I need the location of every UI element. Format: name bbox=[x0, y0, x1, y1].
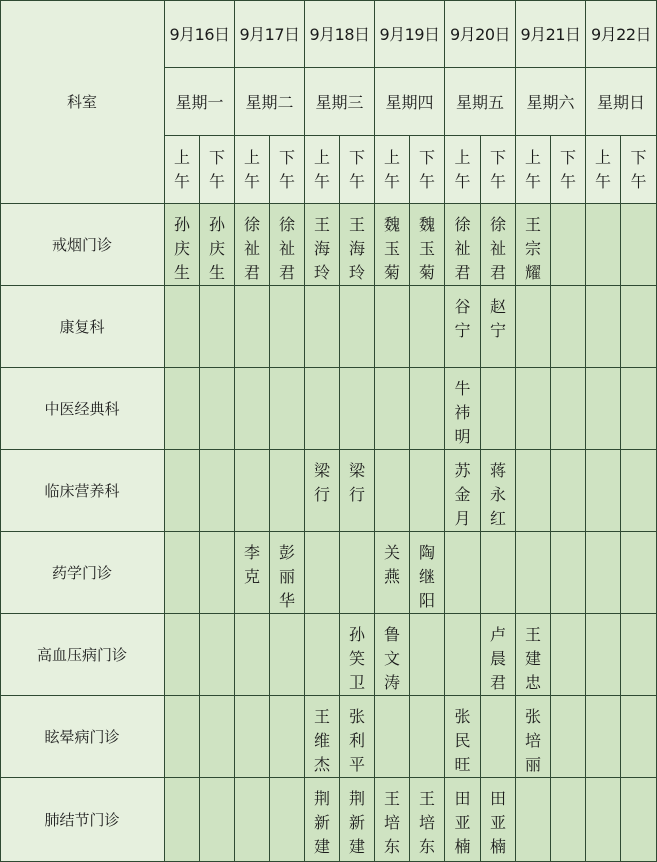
table-border-top bbox=[0, 0, 657, 1]
doctor-name: 苏 金 月 bbox=[454, 461, 471, 528]
half-day-label: 下 午 bbox=[559, 147, 576, 191]
department-header bbox=[0, 0, 165, 204]
schedule-slot bbox=[516, 532, 551, 614]
schedule-slot bbox=[165, 532, 200, 614]
date-header bbox=[235, 0, 305, 68]
schedule-slot bbox=[445, 286, 481, 368]
doctor-name: 卢 晨 君 bbox=[489, 625, 506, 692]
schedule-slot bbox=[410, 614, 445, 696]
morning-header bbox=[445, 136, 481, 204]
schedule-slot bbox=[516, 614, 551, 696]
schedule-slot bbox=[621, 368, 657, 450]
afternoon-header bbox=[340, 136, 375, 204]
doctor-name: 关 燕 bbox=[383, 543, 400, 586]
morning-header bbox=[375, 136, 410, 204]
schedule-slot bbox=[270, 450, 305, 532]
schedule-slot bbox=[165, 696, 200, 778]
department-name: 康复科 bbox=[59, 318, 105, 336]
schedule-slot bbox=[551, 450, 586, 532]
schedule-slot bbox=[200, 450, 235, 532]
doctor-name: 徐 祉 君 bbox=[278, 215, 295, 282]
doctor-name: 王 培 东 bbox=[418, 789, 435, 856]
schedule-slot bbox=[481, 204, 516, 286]
department-name-cell bbox=[0, 696, 165, 778]
schedule-slot bbox=[621, 204, 657, 286]
schedule-slot bbox=[375, 286, 410, 368]
schedule-slot bbox=[340, 778, 375, 862]
schedule-slot bbox=[551, 204, 586, 286]
schedule-slot bbox=[270, 696, 305, 778]
date-label: 9月18日 bbox=[309, 25, 370, 44]
schedule-slot bbox=[270, 204, 305, 286]
schedule-slot bbox=[235, 696, 270, 778]
schedule-slot bbox=[481, 450, 516, 532]
schedule-slot bbox=[270, 614, 305, 696]
department-name: 眩晕病门诊 bbox=[44, 728, 120, 746]
schedule-slot bbox=[235, 286, 270, 368]
doctor-name: 王 培 东 bbox=[383, 789, 400, 856]
weekday-header bbox=[235, 68, 305, 136]
schedule-slot bbox=[165, 614, 200, 696]
department-name-cell bbox=[0, 450, 165, 532]
schedule-slot bbox=[516, 450, 551, 532]
schedule-slot bbox=[200, 286, 235, 368]
doctor-name: 谷 宁 bbox=[454, 297, 471, 340]
doctor-name: 牛 祎 明 bbox=[454, 379, 471, 446]
schedule-slot bbox=[235, 450, 270, 532]
schedule-slot bbox=[305, 450, 340, 532]
half-day-label: 上 午 bbox=[524, 147, 541, 191]
morning-header bbox=[516, 136, 551, 204]
schedule-slot bbox=[410, 204, 445, 286]
weekday-header bbox=[516, 68, 586, 136]
schedule-slot bbox=[165, 778, 200, 862]
schedule-slot bbox=[305, 286, 340, 368]
schedule-slot bbox=[445, 204, 481, 286]
department-name: 戒烟门诊 bbox=[51, 236, 112, 254]
schedule-slot bbox=[235, 614, 270, 696]
schedule-slot bbox=[621, 696, 657, 778]
morning-header bbox=[586, 136, 621, 204]
doctor-name: 王 宗 耀 bbox=[524, 215, 541, 282]
schedule-slot bbox=[621, 614, 657, 696]
doctor-name: 张 民 旺 bbox=[454, 707, 471, 774]
doctor-name: 梁 行 bbox=[313, 461, 330, 504]
schedule-slot bbox=[270, 778, 305, 862]
schedule-slot bbox=[445, 614, 481, 696]
date-header bbox=[445, 0, 516, 68]
doctor-name: 李 克 bbox=[243, 543, 260, 586]
schedule-slot bbox=[375, 778, 410, 862]
schedule-slot bbox=[516, 286, 551, 368]
doctor-name: 徐 祉 君 bbox=[243, 215, 260, 282]
schedule-slot bbox=[305, 778, 340, 862]
schedule-slot bbox=[516, 696, 551, 778]
date-header bbox=[375, 0, 445, 68]
schedule-slot bbox=[516, 368, 551, 450]
schedule-slot bbox=[305, 204, 340, 286]
schedule-slot bbox=[481, 778, 516, 862]
weekday-label: 星期六 bbox=[526, 93, 575, 112]
schedule-slot bbox=[586, 368, 621, 450]
department-name-cell bbox=[0, 778, 165, 862]
doctor-name: 孙 庆 生 bbox=[173, 215, 190, 282]
schedule-slot bbox=[200, 368, 235, 450]
schedule-slot bbox=[200, 778, 235, 862]
date-label: 9月21日 bbox=[520, 25, 581, 44]
schedule-slot bbox=[586, 532, 621, 614]
schedule-slot bbox=[481, 532, 516, 614]
half-day-label: 上 午 bbox=[454, 147, 471, 191]
schedule-slot bbox=[200, 204, 235, 286]
doctor-name: 徐 祉 君 bbox=[489, 215, 506, 282]
half-day-label: 下 午 bbox=[208, 147, 225, 191]
doctor-name: 孙 庆 生 bbox=[208, 215, 225, 282]
schedule-slot bbox=[200, 614, 235, 696]
weekday-label: 星期二 bbox=[245, 93, 294, 112]
half-day-label: 下 午 bbox=[418, 147, 435, 191]
schedule-slot bbox=[410, 450, 445, 532]
schedule-slot bbox=[165, 286, 200, 368]
doctor-name: 田 亚 楠 bbox=[489, 789, 506, 856]
schedule-slot bbox=[340, 286, 375, 368]
department-header-label: 科室 bbox=[66, 93, 97, 111]
schedule-slot bbox=[375, 204, 410, 286]
doctor-name: 魏 玉 菊 bbox=[418, 215, 435, 282]
schedule-slot bbox=[445, 532, 481, 614]
afternoon-header bbox=[270, 136, 305, 204]
half-day-label: 下 午 bbox=[348, 147, 365, 191]
schedule-slot bbox=[410, 696, 445, 778]
schedule-slot bbox=[270, 368, 305, 450]
schedule-slot bbox=[586, 204, 621, 286]
schedule-slot bbox=[551, 368, 586, 450]
schedule-slot bbox=[481, 286, 516, 368]
schedule-slot bbox=[340, 450, 375, 532]
department-name-cell bbox=[0, 532, 165, 614]
weekday-label: 星期一 bbox=[175, 93, 224, 112]
schedule-slot bbox=[375, 368, 410, 450]
schedule-slot bbox=[340, 696, 375, 778]
schedule-slot bbox=[235, 532, 270, 614]
schedule-slot bbox=[305, 696, 340, 778]
department-name-cell bbox=[0, 286, 165, 368]
date-label: 9月20日 bbox=[449, 25, 511, 44]
schedule-slot bbox=[165, 450, 200, 532]
schedule-slot bbox=[516, 778, 551, 862]
doctor-name: 张 培 丽 bbox=[524, 707, 541, 774]
schedule-slot bbox=[551, 778, 586, 862]
table-border-left bbox=[0, 0, 1, 862]
doctor-name: 魏 玉 菊 bbox=[383, 215, 400, 282]
schedule-slot bbox=[375, 532, 410, 614]
schedule-slot bbox=[481, 696, 516, 778]
doctor-name: 王 建 忠 bbox=[524, 625, 541, 692]
afternoon-header bbox=[200, 136, 235, 204]
schedule-slot bbox=[586, 614, 621, 696]
schedule-slot bbox=[375, 696, 410, 778]
schedule-slot bbox=[410, 778, 445, 862]
schedule-slot bbox=[340, 368, 375, 450]
half-day-label: 上 午 bbox=[173, 147, 190, 191]
schedule-slot bbox=[586, 696, 621, 778]
half-day-label: 下 午 bbox=[630, 147, 647, 191]
schedule-slot bbox=[375, 614, 410, 696]
doctor-name: 荆 新 建 bbox=[313, 789, 330, 856]
date-label: 9月17日 bbox=[239, 25, 300, 44]
weekday-label: 星期四 bbox=[385, 93, 434, 112]
doctor-name: 梁 行 bbox=[348, 461, 365, 504]
schedule-slot bbox=[516, 204, 551, 286]
schedule-slot bbox=[200, 532, 235, 614]
half-day-label: 下 午 bbox=[489, 147, 506, 191]
weekday-header bbox=[165, 68, 235, 136]
date-header bbox=[305, 0, 375, 68]
afternoon-header bbox=[410, 136, 445, 204]
schedule-slot bbox=[586, 450, 621, 532]
weekday-header bbox=[586, 68, 657, 136]
department-name: 药学门诊 bbox=[51, 564, 112, 582]
half-day-label: 上 午 bbox=[383, 147, 400, 191]
schedule-slot bbox=[551, 696, 586, 778]
doctor-name: 鲁 文 涛 bbox=[383, 625, 400, 692]
schedule-slot bbox=[551, 286, 586, 368]
weekday-label: 星期日 bbox=[596, 93, 645, 112]
schedule-slot bbox=[165, 204, 200, 286]
schedule-slot bbox=[445, 368, 481, 450]
schedule-slot bbox=[481, 368, 516, 450]
schedule-slot bbox=[200, 696, 235, 778]
doctor-name: 蒋 永 红 bbox=[489, 461, 506, 528]
doctor-name: 王 海 玲 bbox=[348, 215, 365, 282]
schedule-slot bbox=[410, 532, 445, 614]
date-label: 9月16日 bbox=[169, 25, 230, 44]
department-name-cell bbox=[0, 614, 165, 696]
schedule-slot bbox=[340, 614, 375, 696]
doctor-name: 陶 继 阳 bbox=[418, 543, 435, 610]
morning-header bbox=[235, 136, 270, 204]
morning-header bbox=[165, 136, 200, 204]
schedule-slot bbox=[235, 204, 270, 286]
weekday-header bbox=[445, 68, 516, 136]
schedule-slot bbox=[235, 368, 270, 450]
schedule-slot bbox=[340, 204, 375, 286]
schedule-slot bbox=[305, 614, 340, 696]
schedule-slot bbox=[481, 614, 516, 696]
schedule-slot bbox=[621, 450, 657, 532]
schedule-slot bbox=[375, 450, 410, 532]
afternoon-header bbox=[621, 136, 657, 204]
schedule-slot bbox=[305, 368, 340, 450]
doctor-name: 赵 宁 bbox=[489, 297, 506, 340]
schedule-slot bbox=[551, 614, 586, 696]
schedule-slot bbox=[586, 778, 621, 862]
schedule-slot bbox=[235, 778, 270, 862]
schedule-slot bbox=[445, 450, 481, 532]
half-day-label: 上 午 bbox=[594, 147, 611, 191]
schedule-slot bbox=[586, 286, 621, 368]
department-name: 肺结节门诊 bbox=[44, 811, 120, 829]
weekday-header bbox=[375, 68, 445, 136]
date-header bbox=[586, 0, 657, 68]
morning-header bbox=[305, 136, 340, 204]
doctor-name: 田 亚 楠 bbox=[454, 789, 471, 856]
doctor-name: 彭 丽 华 bbox=[278, 543, 295, 610]
date-header bbox=[516, 0, 586, 68]
half-day-label: 下 午 bbox=[278, 147, 295, 191]
schedule-slot bbox=[621, 286, 657, 368]
schedule-slot bbox=[621, 778, 657, 862]
doctor-name: 张 利 平 bbox=[348, 707, 365, 774]
department-name-cell bbox=[0, 368, 165, 450]
weekday-label: 星期三 bbox=[315, 93, 364, 112]
weekday-header bbox=[305, 68, 375, 136]
date-label: 9月22日 bbox=[590, 25, 652, 44]
afternoon-header bbox=[481, 136, 516, 204]
weekday-label: 星期五 bbox=[455, 93, 504, 112]
department-name: 中医经典科 bbox=[44, 400, 120, 418]
schedule-slot bbox=[410, 286, 445, 368]
doctor-name: 荆 新 建 bbox=[348, 789, 365, 856]
department-name: 高血压病门诊 bbox=[36, 646, 127, 664]
department-name: 临床营养科 bbox=[44, 482, 120, 500]
schedule-slot bbox=[445, 696, 481, 778]
schedule-slot bbox=[410, 368, 445, 450]
schedule-slot bbox=[270, 532, 305, 614]
date-header bbox=[165, 0, 235, 68]
schedule-slot bbox=[305, 532, 340, 614]
department-name-cell bbox=[0, 204, 165, 286]
schedule-slot bbox=[551, 532, 586, 614]
schedule-slot bbox=[340, 532, 375, 614]
doctor-name: 徐 祉 君 bbox=[454, 215, 471, 282]
doctor-name: 王 海 玲 bbox=[313, 215, 330, 282]
date-label: 9月19日 bbox=[379, 25, 440, 44]
doctor-name: 孙 笑 卫 bbox=[348, 625, 365, 692]
schedule-slot bbox=[270, 286, 305, 368]
schedule-slot bbox=[165, 368, 200, 450]
doctor-name: 王 维 杰 bbox=[313, 707, 330, 774]
half-day-label: 上 午 bbox=[313, 147, 330, 191]
schedule-slot bbox=[445, 778, 481, 862]
schedule-slot bbox=[621, 532, 657, 614]
half-day-label: 上 午 bbox=[243, 147, 260, 191]
afternoon-header bbox=[551, 136, 586, 204]
